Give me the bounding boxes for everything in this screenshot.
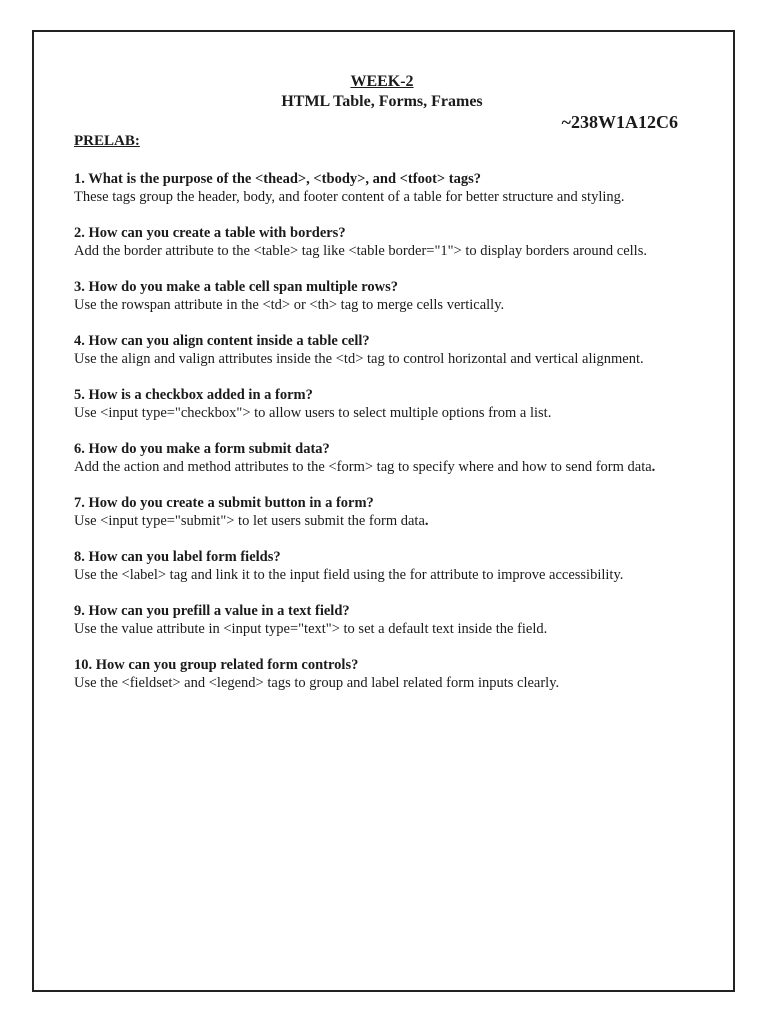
answer-text: Use <input type="checkbox"> to allow users to select multiple options from a list. — [74, 405, 552, 421]
question-block-7 — [74, 494, 690, 530]
question-answer — [74, 512, 690, 530]
question-heading: 4. How can you align content inside a table cell? — [74, 333, 370, 349]
question-answer — [74, 188, 690, 206]
answer-text: These tags group the header, body, and footer content of a table for better structure and styling. — [74, 189, 625, 205]
answer-bold-suffix: . — [651, 459, 656, 475]
question-block-2 — [74, 224, 690, 260]
question-block-5 — [74, 386, 690, 422]
question-heading: 6. How do you make a form submit data? — [74, 441, 330, 457]
question-block-8 — [74, 548, 690, 584]
answer-text: Add the border attribute to the <table> tag like <table border="1"> to display borders around cells. — [74, 243, 647, 259]
question-heading: 1. What is the purpose of the <thead>, <tbody>, and <tfoot> tags? — [74, 171, 482, 187]
question-answer — [74, 404, 690, 422]
section-heading-prelab: PRELAB: — [74, 133, 140, 149]
question-list — [74, 170, 690, 692]
answer-text: Use <input type="submit"> to let users submit the form data — [74, 513, 425, 529]
question-block-10 — [74, 656, 690, 692]
question-block-6 — [74, 440, 690, 476]
question-answer — [74, 674, 690, 692]
question-heading: 9. How can you prefill a value in a text field? — [74, 603, 350, 619]
roll-number: ~238W1A12C6 — [561, 112, 678, 132]
question-heading: 3. How do you make a table cell span multiple rows? — [74, 279, 398, 295]
question-block-4 — [74, 332, 690, 368]
page-content — [34, 32, 733, 692]
answer-text: Use the <fieldset> and <legend> tags to group and label related form inputs clearly. — [74, 675, 560, 691]
question-block-9 — [74, 602, 690, 638]
question-block-1 — [74, 170, 690, 206]
doc-title: WEEK-2 — [350, 73, 414, 90]
question-block-3 — [74, 278, 690, 314]
question-answer — [74, 242, 690, 260]
question-answer — [74, 350, 690, 368]
question-heading: 7. How do you create a submit button in a form? — [74, 495, 374, 511]
question-heading: 8. How can you label form fields? — [74, 549, 281, 565]
answer-text: Use the value attribute in <input type="text"> to set a default text inside the field. — [74, 621, 548, 637]
answer-text: Add the action and method attributes to the <form> tag to specify where and how to send form data — [74, 459, 652, 475]
answer-text: Use the rowspan attribute in the <td> or <th> tag to merge cells vertically. — [74, 297, 505, 313]
document-page — [32, 30, 735, 992]
doc-subtitle: HTML Table, Forms, Frames — [281, 93, 483, 110]
question-heading: 5. How is a checkbox added in a form? — [74, 387, 313, 403]
question-answer — [74, 296, 690, 314]
answer-text: Use the <label> tag and link it to the input field using the for attribute to improve accessibility. — [74, 567, 624, 583]
question-heading: 2. How can you create a table with borders? — [74, 225, 346, 241]
question-answer — [74, 566, 690, 584]
question-answer — [74, 458, 690, 476]
answer-bold-suffix: . — [424, 513, 429, 529]
question-answer — [74, 620, 690, 638]
answer-text: Use the align and valign attributes inside the <td> tag to control horizontal and vertical alignment. — [74, 351, 644, 367]
question-heading: 10. How can you group related form controls? — [74, 657, 359, 673]
